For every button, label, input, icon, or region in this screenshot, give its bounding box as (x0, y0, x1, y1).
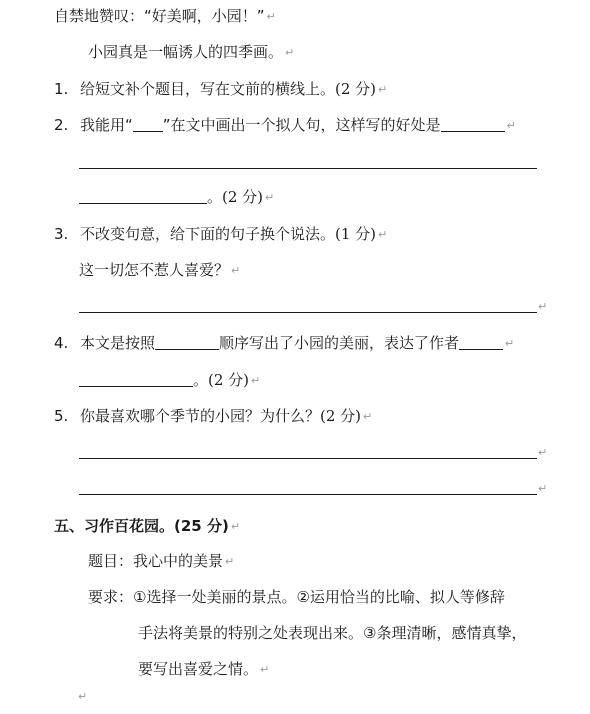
paragraph-mark-icon: ↵ (260, 663, 270, 676)
section-heading (54, 516, 240, 537)
question-number: 4. (54, 334, 69, 352)
answer-line-q2[interactable] (79, 168, 537, 169)
paragraph-mark-icon: ↵ (538, 446, 548, 459)
question-score: (1 分) (335, 225, 377, 243)
answer-blank-q2-cont[interactable] (79, 188, 207, 204)
question-text-b: 顺序写出了小园的美丽，表达了作者 (219, 334, 460, 352)
paragraph-mark-icon: ↵ (506, 119, 516, 132)
paragraph-mark-icon: ↵ (266, 10, 276, 23)
essay-requirements-line-1 (88, 587, 505, 607)
intro-text-1: 自禁地赞叹：“好美啊，小园！” (54, 7, 265, 25)
requirements-text-3: 要写出喜爱之情。 (138, 660, 259, 678)
paragraph-mark-icon: ↵ (538, 482, 548, 495)
paragraph-mark-icon: ↵ (225, 555, 235, 568)
answer-blank-benefit[interactable] (441, 116, 505, 132)
question-score: (2 分) (222, 188, 264, 206)
question-2 (54, 115, 516, 136)
essay-requirements-line-2 (138, 623, 526, 643)
question-text-a: 我能用“ (80, 116, 133, 134)
intro-line-1 (54, 6, 276, 27)
answer-blank-symbol[interactable] (133, 116, 163, 132)
question-tail: 。 (193, 371, 209, 389)
question-text: 给短文补个题目，写在文前的横线上。 (80, 80, 336, 98)
essay-requirements-line-3 (138, 659, 269, 680)
essay-topic-text: 题目：我心中的美景 (88, 552, 224, 570)
answer-blank-order[interactable] (155, 334, 219, 350)
question-text: 你最喜欢哪个季节的小园？为什么？ (80, 407, 321, 425)
requirements-label: 要求： (88, 588, 134, 606)
question-number: 2. (54, 116, 69, 134)
question-tail: 。 (207, 188, 223, 206)
question-score: (2 分) (320, 407, 362, 425)
question-score: (2 分) (335, 80, 377, 98)
intro-text-2: 小园真是一幅诱人的四季画。 (88, 43, 284, 61)
answer-line-q5-2[interactable] (79, 494, 537, 495)
answer-blank-feeling[interactable] (459, 334, 503, 350)
question-score: (2 分) (208, 371, 250, 389)
answer-blank-q4-cont[interactable] (79, 371, 193, 387)
paragraph-mark-icon: ↵ (538, 300, 548, 313)
question-number: 1. (54, 80, 69, 98)
essay-topic (88, 551, 234, 572)
intro-line-2 (88, 42, 294, 63)
question-text-a: 本文是按照 (80, 334, 156, 352)
question-number: 5. (54, 407, 69, 425)
answer-line-q3[interactable] (79, 312, 537, 313)
answer-line-q5-1[interactable] (79, 458, 537, 459)
paragraph-mark-icon: ↵ (265, 191, 275, 204)
paragraph-mark-icon: ↵ (285, 46, 295, 59)
question-2-continued (79, 187, 274, 208)
paragraph-mark-icon: ↵ (378, 228, 388, 241)
paragraph-mark-icon: ↵ (78, 690, 88, 703)
question-4-continued (79, 370, 260, 391)
paragraph-mark-icon: ↵ (505, 337, 515, 350)
question-number: 3. (54, 225, 69, 243)
paragraph-mark-icon: ↵ (231, 264, 241, 277)
question-4 (54, 333, 514, 354)
paragraph-mark-icon: ↵ (378, 83, 388, 96)
requirements-text-2: 手法将美景的特别之处表现出来。③条理清晰，感情真挚， (138, 624, 527, 642)
question-1 (54, 79, 387, 100)
paragraph-mark-icon: ↵ (251, 374, 261, 387)
question-text-b: ”在文中画出一个拟人句，这样写的好处是 (162, 116, 441, 134)
requirements-text-1: ①选择一处美丽的景点。②运用恰当的比喻、拟人等修辞 (133, 588, 505, 606)
sentence-text: 这一切怎不惹人喜爱？ (79, 261, 230, 279)
question-3 (54, 224, 387, 245)
paragraph-mark-icon: ↵ (363, 410, 373, 423)
question-5 (54, 406, 372, 427)
section-heading-text: 五、习作百花园。(25 分) (54, 517, 229, 535)
paragraph-mark-icon: ↵ (230, 520, 241, 533)
question-3-sentence (79, 260, 240, 281)
question-text: 不改变句意，给下面的句子换个说法。 (80, 225, 336, 243)
